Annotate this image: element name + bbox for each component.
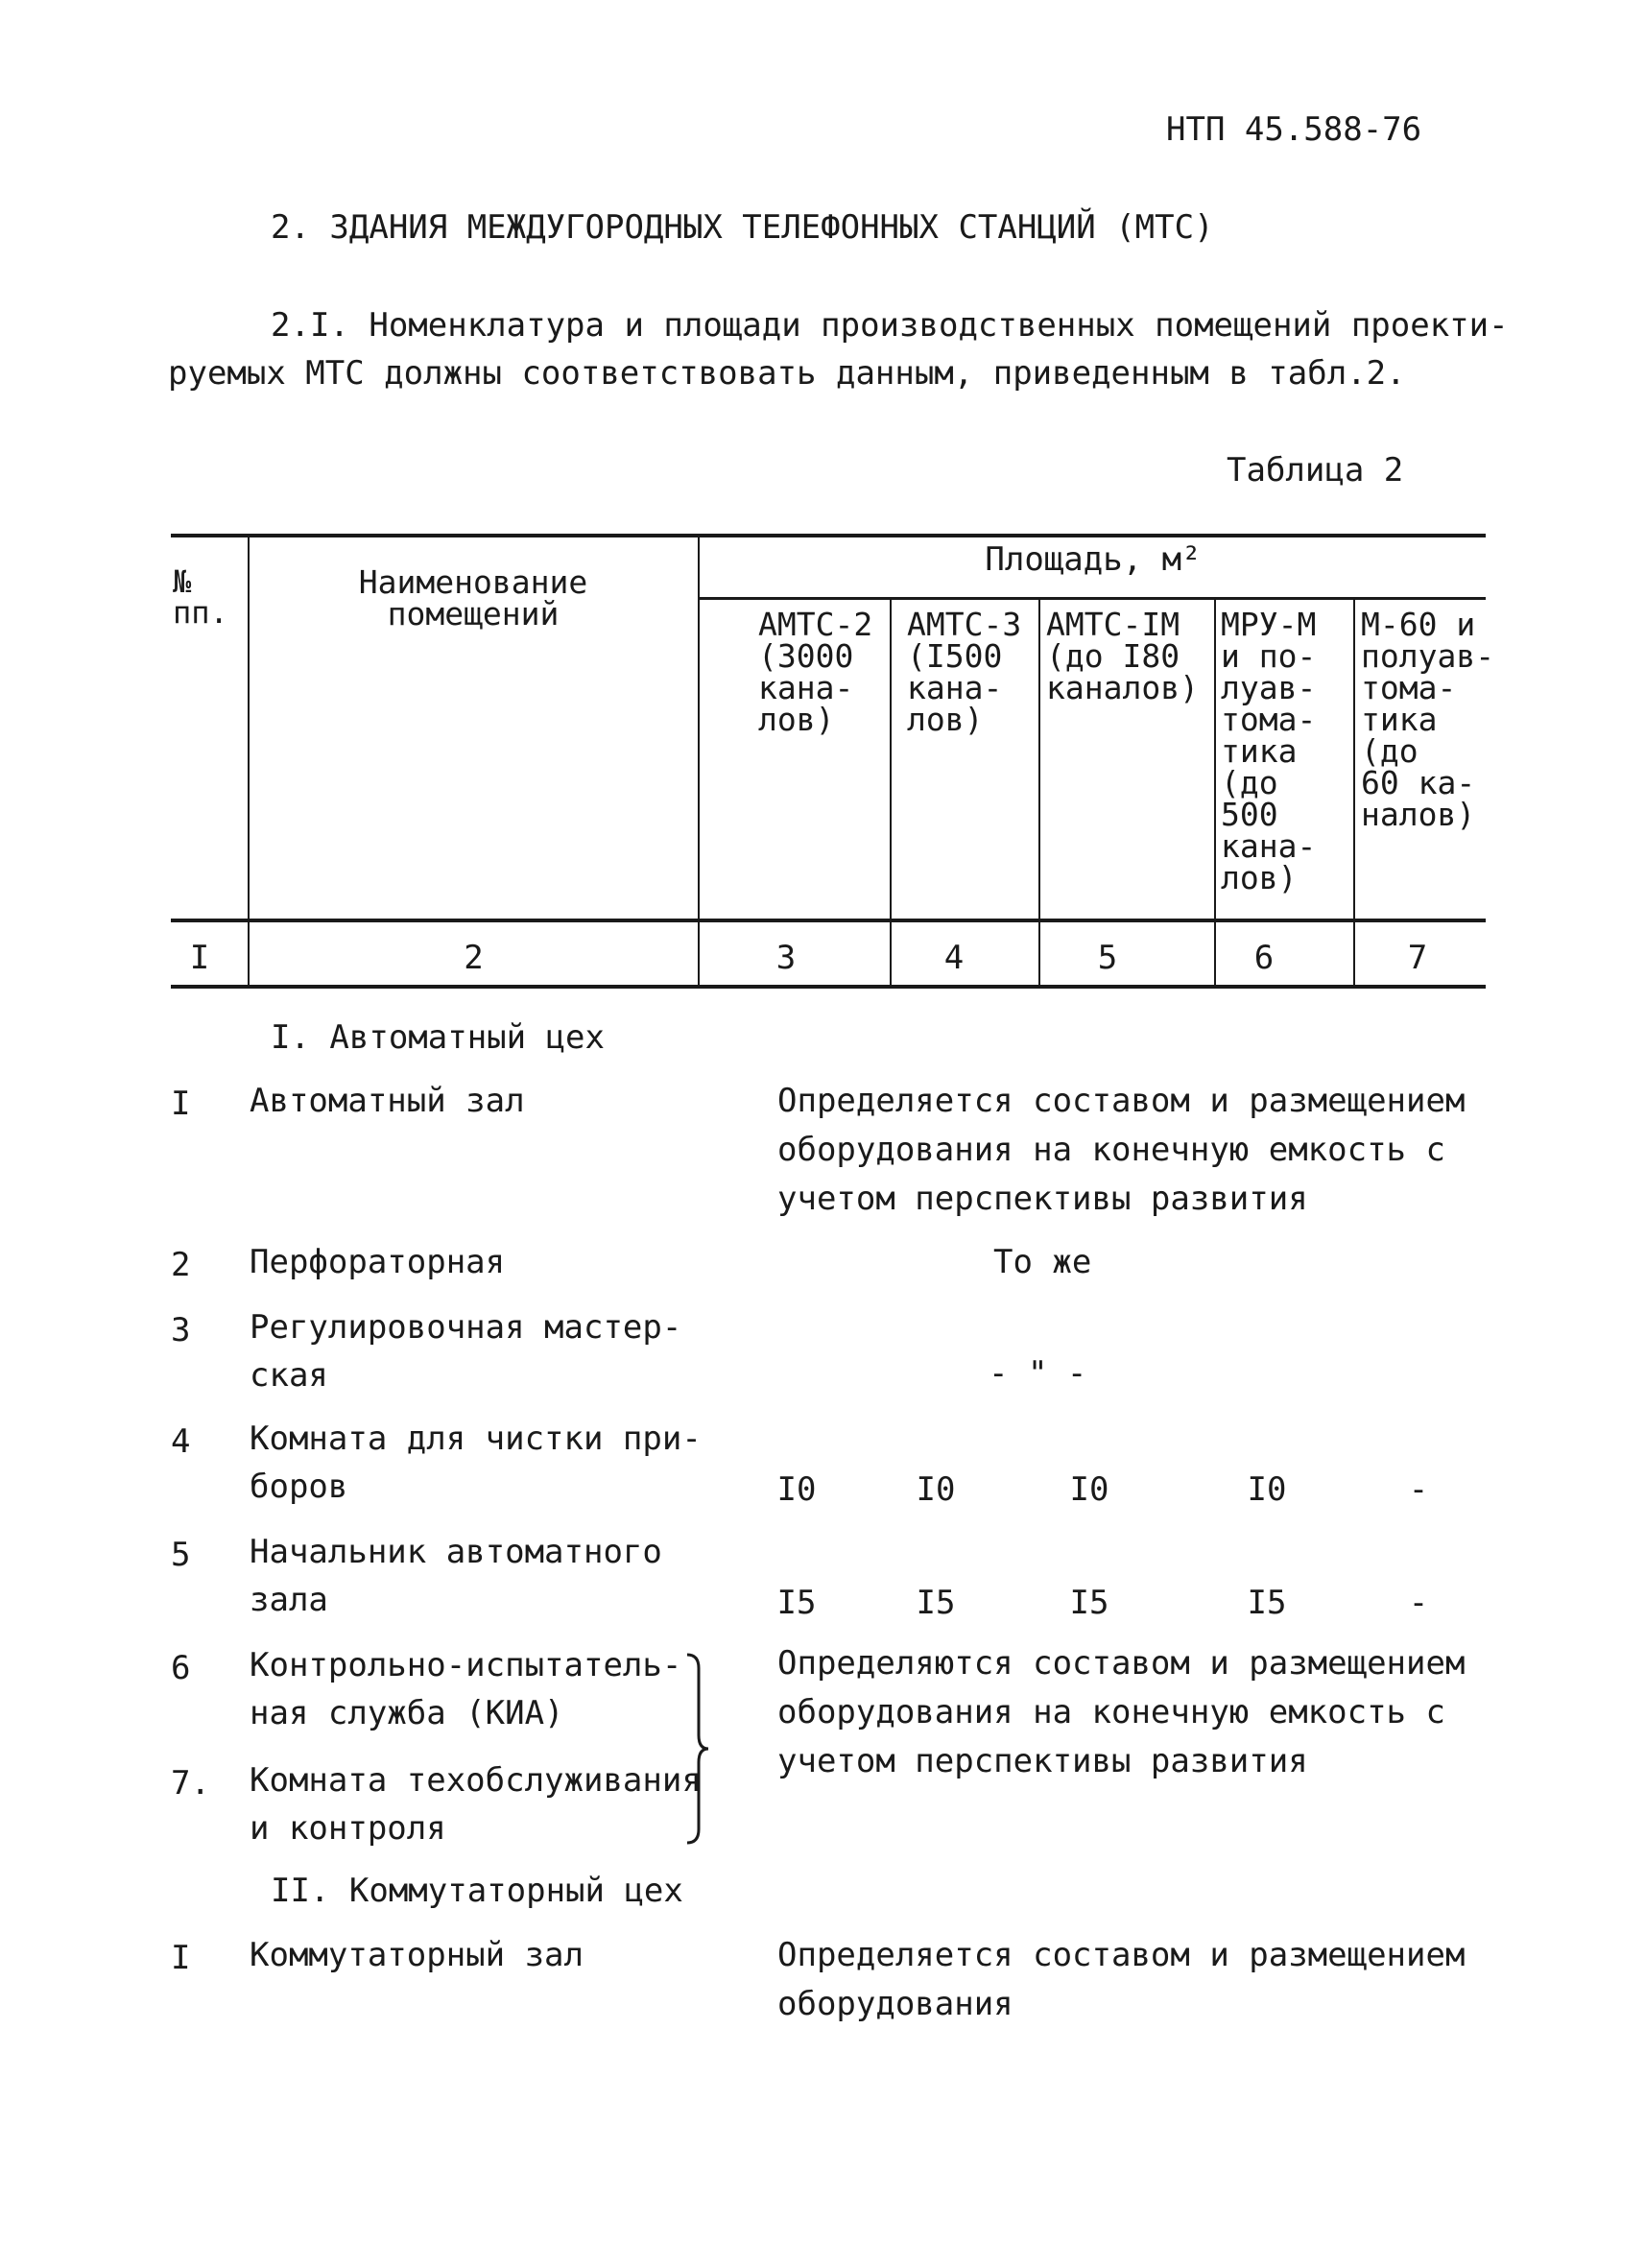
header-mru-m: МРУ-М и по- луав- тома- тика (до 500 кана- лов) — [1221, 606, 1317, 896]
cell-value: I5 — [776, 1584, 817, 1622]
row-name: Регулировочная мастер- ская — [250, 1308, 682, 1395]
cell-value: - — [1408, 1470, 1429, 1509]
cell-value: I5 — [1069, 1584, 1109, 1622]
col-number-1: I — [189, 939, 210, 977]
area-group-rule — [698, 597, 1486, 600]
group-heading-automatic: I. Автоматный цех — [271, 1018, 605, 1057]
cell-value: I0 — [1069, 1470, 1109, 1509]
group-heading-switchboard: II. Коммутаторный цех — [271, 1872, 683, 1910]
row-number: 2 — [171, 1246, 191, 1284]
col-number-5: 5 — [1097, 939, 1118, 977]
row-name: Комната для чистки при- боров — [250, 1420, 702, 1506]
header-amts-1m: АМТС-IМ (до I80 каналов) — [1046, 606, 1199, 706]
row-name: Контрольно-испытатель- ная служба (КИА) — [250, 1646, 682, 1732]
header-bottom-rule — [171, 919, 1486, 922]
row-name: Автоматный зал — [250, 1082, 525, 1120]
cell-value: I0 — [916, 1470, 956, 1509]
cell-value: I5 — [1247, 1584, 1287, 1622]
merged-note: Определяются составом и размещением оборудования на конечную емкость с учетом перспективы развития — [777, 1644, 1466, 1780]
row-number: 5 — [171, 1536, 191, 1574]
cell-value: I5 — [916, 1584, 956, 1622]
row-number: 6 — [171, 1649, 191, 1687]
col-divider-5 — [1214, 599, 1216, 987]
table-top-rule — [171, 534, 1486, 537]
col-number-6: 6 — [1253, 939, 1275, 977]
row-number: I — [171, 1939, 191, 1977]
row-note: То же — [993, 1243, 1092, 1281]
col-divider-3 — [890, 599, 892, 987]
col-divider-1 — [248, 537, 250, 987]
row-name: Начальник автоматного зала — [250, 1533, 662, 1619]
curly-brace-icon — [683, 1651, 712, 1848]
header-name: Наименование помещений — [358, 563, 588, 633]
col-divider-2 — [698, 537, 700, 987]
row-number: 4 — [171, 1422, 191, 1461]
col-divider-4 — [1038, 599, 1040, 987]
cell-value: - — [1408, 1584, 1429, 1622]
header-amts-2: АМТС-2 (3000 кана- лов) — [758, 606, 873, 738]
header-amts-3: АМТС-3 (I500 кана- лов) — [907, 606, 1022, 738]
paragraph-line-1: 2.I. Номенклатура и площади производственных помещений проекти- — [271, 306, 1509, 345]
row-note: - " - — [989, 1354, 1087, 1393]
col-number-4: 4 — [943, 939, 965, 977]
paragraph-line-2: руемых МТС должны соответствовать данным, приведенным в табл.2. — [168, 354, 1406, 393]
cell-value: I0 — [1247, 1470, 1287, 1509]
col-number-2: 2 — [464, 939, 484, 977]
header-no: № пп. — [173, 563, 228, 631]
row-number: I — [171, 1085, 191, 1123]
row-number: 7. — [171, 1764, 210, 1802]
numbers-bottom-rule — [171, 985, 1486, 989]
cell-value: I0 — [776, 1470, 817, 1509]
header-area-group: Площадь, м² — [985, 540, 1202, 579]
header-m-60: М-60 и полуав- тома- тика (до 60 ка- налов) — [1361, 606, 1495, 833]
col-divider-6 — [1353, 599, 1355, 987]
col-number-7: 7 — [1407, 939, 1428, 977]
document-code: НТП 45.588-76 — [1166, 110, 1422, 149]
row-name: Коммутаторный зал — [250, 1936, 584, 1974]
row-number: 3 — [171, 1311, 191, 1349]
row-note: Определяется составом и размещением оборудования — [777, 1936, 1466, 2023]
row-name: Перфораторная — [250, 1243, 506, 1281]
row-note: Определяется составом и размещением оборудования на конечную емкость с учетом перспективы развития — [777, 1082, 1466, 1218]
section-title: 2. ЗДАНИЯ МЕЖДУГОРОДНЫХ ТЕЛЕФОННЫХ СТАНЦИЙ (МТС) — [271, 208, 1214, 247]
row-name: Комната техобслуживания и контроля — [250, 1761, 702, 1848]
table-label: Таблица 2 — [1227, 451, 1404, 489]
col-number-3: 3 — [775, 939, 797, 977]
